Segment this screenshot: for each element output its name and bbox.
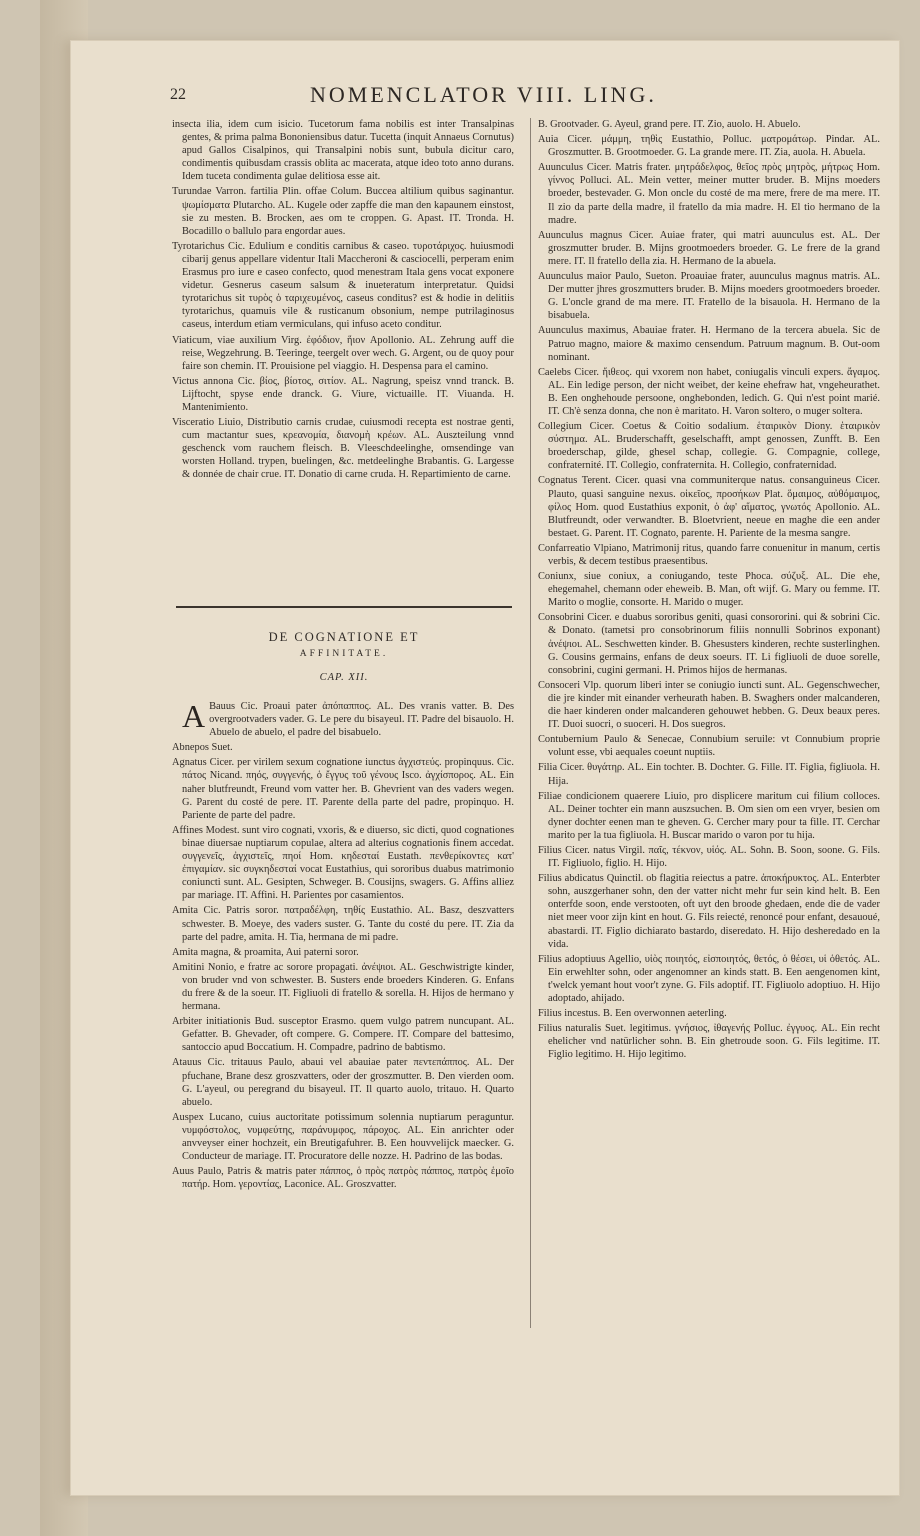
entry: B. Grootvader. G. Ayeul, grand pere. IT. Zio, auolo. H. Abuelo. [538,119,801,130]
entry: Consobrini Cicer. e duabus sororibus geniti, quasi consororini. qui & sobrini Cic. & Donato. (tametsi pro consobrinorum filiis nonnulli Sobrinos exponant) ἀνέψιοι. AL. Seschwetten kinder. B. Ghesusters kinderen, rechte susterlinghen. G. Cousins germains, enfans de deux soeurs. IT. Li figliuoli de duoe sorelle, consobrini, cugini germani. H. Primos hijos de hermanas. [538,612,880,676]
left-column-bottom [172,700,514,1193]
entry: Filius incestus. B. Een overwonnen aeterling. [538,1008,727,1020]
entry: Filius adoptiuus Agellio, υἱὸς ποιητός, εἰσποιητός, θετός, ὁ θέσει, υἱ ὁθετός. AL. Ein erwehlter sohn, oder angenomner an kinds statt. B. Een aengenomen kint, t'welck yemant hout voor't zyne. G. Fils adoptif. IT. Figliuolo adoptiuo. H. Hijo adoptado, ahijado. [538,953,880,1004]
entry: Coniunx, siue coniux, a coniugando, teste Phoca. σύζυξ. AL. Die ehe, ehegemahel, chemann oder eheweib. B. Man, oft wijf. G. Mary ou femme. IT. Marito o moglie, consorte. H. Marido o muger. [538,571,880,609]
drop-cap: A [182,698,206,734]
entry: Viaticum, viae auxilium Virg. ἐφόδιον, ἥιον Apollonio. AL. Zehrung auff die reise, Wegzehrung. B. Teeringe, teergelt over wech. G. Argent, ou de quoy pour faire son chemin. IT. Prouisione pel viaggio. H. Despensa para el camino. [172,334,514,372]
left-column-top [172,118,514,484]
entry: Auspex Lucano, cuius auctoritate potissimum solennia nuptiarum peraguntur. νυμφόστολος, νυμφεύτης, παράνυμφος, πάροχος. AL. Ein anrichter oder anvveyser einer hochzeit, ein Breutigafuhrer. B. Een houvvelijck maecker. G. Conducteur de mariage. IT. Procuratore delle nozze. H. Padrino de las bodas. [172,1111,514,1163]
page-number: 22 [170,86,186,103]
entry: Confarreatio Vlpiano, Matrimonij ritus, quando farre conuenitur in manum, certis verbis, & decem testibus praesentibus. [538,542,880,567]
entry: Auunculus maximus, Abauiae frater. H. Hermano de la tercera abuela. Sic de Patruo magno, maiore & maximo censendum. Patruum magnum. B. Out-oom nominant. [538,325,880,363]
first-entry-text: Bauus Cic. Proaui pater ἀπόπαππος. AL. Des vranis vatter. B. Des overgrootvaders vader. G. Le pere du bisayeul. IT. Padre del bisauolo. H. Abuelo de abuelo, el padre del bisabuelo. [209,701,514,739]
section-rule [176,606,512,608]
right-column [538,118,880,1063]
section-title: DE COGNATIONE ET [268,630,420,644]
entry: Filia Cicer. θυγάτηρ. AL. Ein tochter. B. Dochter. G. Fille. IT. Figlia, figliuola. H. Hija. [538,762,880,787]
entry: Tyrotarichus Cic. Edulium e conditis carnibus & caseo. τυροτάριχος. huiusmodi cibarij genus appellare videntur Itali Maccheroni & casciocelli, perperam enim Erasmus pro iure e caseo confecto, quod menestram Itala gens vocat exponere videtur. Gesnerus caseum salsum & inueteratum interpretatur. Quidsi tyrotarichus sit τυρὸς ὁ ταριχευμένος, caseus conditus? est & hodie in delitiis tyrotarichus, quamuis vile & rusticanum obsonium, nempe putrilaginosus caseus, interdum etiam vermiculans, qui infuso aceto conditur. [172,240,514,331]
entry: Victus annona Cic. βίος, βίοτος, σιτίον. AL. Nagrung, speisz vnnd tranck. B. Lijftocht, spyse ende dranck. G. Viure, victuaille. IT. Viuanda. H. Mantenimiento. [172,375,514,413]
first-entry [172,700,514,739]
chapter-label: CAP. XII. [319,672,369,683]
entry: Contubernium Paulo & Senecae, Connubium seruile: vt Connubium proprie volunt esse, vbi aequales coeunt nuptiis. [538,734,880,759]
page-header [170,82,730,110]
entry: Amita Cic. Patris soror. πατραδέλφη, τηθίς Eustathio. AL. Basz, deszvatters schwester. B. Moeye, des vaders suster. G. Tante du costé du pere. IT. Zia da parte del padre, amita. H. Tia, hermana de mi padre. [172,905,514,943]
entry: Filius naturalis Suet. legitimus. γνήσιος, ἰθαγενής Polluc. ἐγγυος. AL. Ein recht ehelicher vnd natürlicher sohn. B. Ein ghetroude soon. G. Fils legitime. IT. Figlio legitimo. H. Hijo legitimo. [538,1023,880,1061]
entry: Filius abdicatus Quinctil. ob flagitia reiectus a patre. ἀποκήρυκτος. AL. Enterbter sohn, auszgerhaner sohn, den der vatter nicht mehr fur sein kind helt. B. Een onterfde soon, ende verstooten, oft uyt den broode ghedaen, ende die de vader niet meer voor zijn kint en hout. G. Fils reiecté, renoncé pour enfant, desauoué, abastardi. IT. Figlio dichiarato bastardo, diseredato. H. Hijo desheredado en la vida. [538,873,880,950]
entry: Filiae condicionem quaerere Liuio, pro displicere maritum cui filium colloces. AL. Deiner tochter ein mann auszsuchen. B. Om sien om een vryer, besien om dyner dochter eenen man te gheven. G. Cercher mary pour ta fille. IT. Cerchar marito per la tua figliuola. H. Buscar marido o varon por tu hija. [538,790,880,841]
entry: Auia Cicer. μάμμη, τηθὶς Eustathio, Polluc. ματρομάτωρ. Pindar. AL. Groszmutter. B. Grootmoeder. G. La grande mere. IT. Zia, auola. H. Abuela. [538,134,880,159]
entry: Amitini Nonio, e fratre ac sorore propagati. ἀνέψιοι. AL. Geschwistrigte kinder, von bruder vnd von schwester. B. Susters ende broeders Kinderen. G. Enfans du frere & de la soeur. IT. Figliuoli di fratello & sorella. H. Hijos de hermano y hermana. [172,961,514,1013]
entry: Auunculus maior Paulo, Sueton. Proauiae frater, auunculus magnus matris. AL. Der mutter jhres groszmutters bruder. B. Mijns moeders grootmoeders broeder. G. L'oncle grand de ma mere. IT. Fratello de la bisauola. H. Hermano de la bisabuela. [538,271,880,322]
entry: Auunculus Cicer. Matris frater. μητράδελφος, θεῖος πρὸς μητρὸς, μήτρως Hom. γίννος Polluci. AL. Mein vetter, meiner mutter bruder. B. Mijns moeders broeder, bestevader. G. Mon oncle du costé de ma mere, frere de ma mere. IT. Il zio da parte della madre, il fratello da mia madre. H. El tio hermano de la madre. [538,162,880,226]
entry: Amita magna, & proamita, Aui paterni soror. [172,946,359,958]
section-heading [176,630,512,659]
entry: Auunculus magnus Cicer. Auiae frater, qui matri auunculus est. AL. Der groszmutter bruder. B. Mijns grootmoeders broeder. G. Le frere de la grand mere. IT. Il fratello della zia. H. Hermano de la abuela. [538,229,880,267]
entry: Visceratio Liuio, Distributio carnis crudae, cuiusmodi recepta est nostrae genti, cum mactantur sues, κρεανομία, διανομὴ κρέων. AL. Auszteilung vnnd geschenck vom rauchem fleisch. B. Vleeschdeelinghe, omsendinge van worsten Holland. trypen, buelingen, &c. metdeelinghe Brabantis. G. Largesse & donnée de chair crue. IT. Donatio di carne cruda. H. Repartimiento de carne. [172,417,514,481]
entry: Affines Modest. sunt viro cognati, vxoris, & e diuerso, sic dicti, quod cognationes binae diuersae nuptiarum copulae, altera ad alterius cognationis finem accedat. συγγενεῖς, ἀγχιστεῖς, πηοί Hom. κηδεσταί Eustath. πενθερίκοντες κατ' ἐπιγαμίαν. sic συγκηδεσταί vocat Eustathius, qui sororibus duabus matrimonio coniuncti sunt. AL. Gesipten, Schweger. B. Cousijns, swagers. G. Affins alliez par mariage. IT. Affini. H. Parientes por casamientos. [172,824,514,902]
entry: Consoceri Vlp. quorum liberi inter se coniugio iuncti sunt. AL. Gegenschwecher, die jre kinder mit einander verheurath haben. B. Swaghers onder malcanderen, die haer kinderen onder malcanderen gehouwet hebben. G. Deux beaux peres. IT. Duoi suocri, o suoceri. H. Dos suegros. [538,679,880,731]
entry: Collegium Cicer. Coetus & Coitio sodalium. ἑταιρικὸν Diony. ἑταιρικὸν σύστημα. AL. Bruderschafft, geselschafft, ampt genossen, Zunfft. B. Een broederschap, gilde, ghesel schap, collegie. G. Compagnie, college, confraternité. IT. Collegio, confraternita. H. Collegio, confraternidad. [538,421,880,472]
entry: Arbiter initiationis Bud. susceptor Erasmo. quem vulgo patrem nuncupant. AL. Gefatter. B. Ghevader, oft compere. G. Compere. IT. Compare del battesimo, santoccio apud Boccatium. H. Compadre, padrino de babtismo. [172,1016,514,1054]
entry: Atauus Cic. tritauus Paulo, abaui vel abauiae pater πεντεπάππος. AL. Der pfuchane, Brane desz groszvatters, oder der groszmutter. B. Den vierden oom. G. L'ayeul, ou peregrand du bisayeul. IT. Il quarto auolo, tritauo. H. Quarto abuelo. [172,1057,514,1108]
column-divider [530,118,531,1328]
entry: Filius Cicer. natus Virgil. παῖς, τέκνον, υἱός. AL. Sohn. B. Soon, soone. G. Fils. IT. Figliuolo, figlio. H. Hijo. [538,844,880,870]
entry: Caelebs Cicer. ἤιθεος. qui vxorem non habet, coniugalis vinculi expers. ἄγαμος. AL. Ein ledige person, der nicht weibet, der keine ehefraw hat, vngeheurathet. B. Een onghehoude persoone, onghebonden, ledich. G. Qui n'est point marié. IT. Ch'è senza donna, che non è maritato. H. Varon soltero, o muger soltera. [538,366,880,417]
entry: Cognatus Terent. Cicer. quasi vna communiterque natus. consanguineus Cicer. Plauto, quasi sanguine nexus. οἰκεῖος, προσήκων Plat. ὅμαιμος, αὐθόμαιμος, φίλος Hom. quod Eustathius exponit, ὁ ἀφ' αἵματος, γνωτός Apollonio. AL. Blutfreundt, oder verwandter. B. Bloetvrient, neeue en maghe die een ander bestaet. G. Parent. IT. Cognato, parente. H. Pariente de la mesma sangre. [538,475,880,539]
section-subtitle: AFFINITATE. [299,649,389,659]
entry: Agnatus Cicer. per virilem sexum cognatione iunctus ἀγχιστεύς. propinquus. Cic. πάτος Nicand. πηός, συγγενής, ὁ ἔγγυς τοῦ γένους Isco. ἀγχίσπορος. AL. Ein naher blutfreundt, Freund vom vatter her. B. Ghevrient van des vaders wegen. G. Parent du costé de pere. IT. Parente della parte del padre, propinquo. H. Pariente de parte del padre. [172,757,514,821]
running-title: NOMENCLATOR VIII. LING. [310,82,657,107]
entry: Turundae Varron. fartilia Plin. offae Colum. Buccea altilium quibus saginantur. ψωμίσματα Plutarcho. AL. Kugele oder zapffe die man den kapaunem einstost, sie zu mesten. B. Brocken, aes om te croppen. G. Apast. IT. Tronda. H. Bocadillo o ballulo para engordar aues. [172,186,514,237]
entry: insecta ilia, idem cum isicio. Tucetorum fama nobilis est inter Transalpinas gentes, & prima palma Bononiensibus datur. Tucetta (inquit Annaeus Cornutus) apud Gallos Cisalpinos, qui Transalpini nobis sunt, bubula dicitur caro, condimentis quibusdam crassis oblita ac macerata, atque ideo toto anno durans. Idem tuceta condimenta gulae delitiosa esse ait. [172,119,514,183]
entry: Abnepos Suet. [172,742,233,754]
entry: Auus Paulo, Patris & matris pater πάππος, ὁ πρὸς πατρὸς πάππος, πατρὸς ἑμοῖο πατήρ. Hom. γεροντίας, Laconice. AL. Groszvatter. [172,1166,514,1191]
